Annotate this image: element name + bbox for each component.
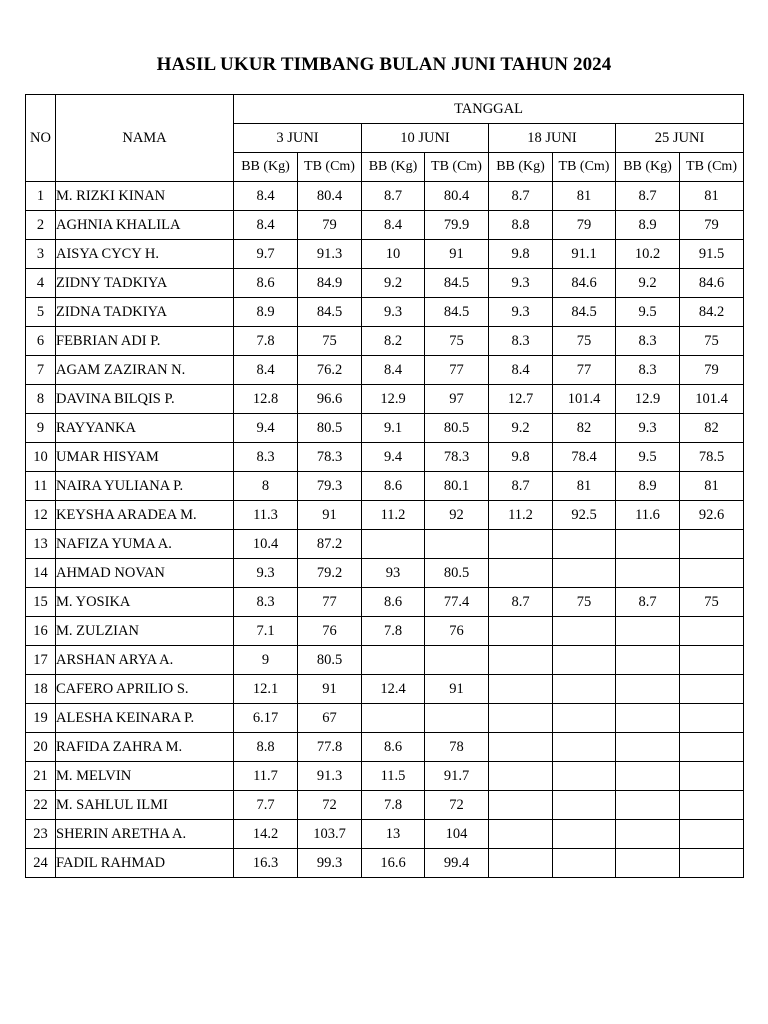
cell-tb: 77: [425, 356, 489, 385]
cell-tb: 84.9: [298, 269, 362, 298]
header-bb: BB (Kg): [616, 153, 680, 182]
row-name: ALESHA KEINARA P.: [56, 704, 234, 733]
cell-bb: 8.3: [234, 588, 298, 617]
row-name: FADIL RAHMAD: [56, 849, 234, 878]
cell-tb: 91: [298, 501, 362, 530]
table-header: [26, 95, 744, 182]
cell-bb: 12.9: [616, 385, 680, 414]
cell-tb: 104: [425, 820, 489, 849]
cell-tb: 78.3: [298, 443, 362, 472]
cell-tb: [680, 530, 744, 559]
cell-bb: [489, 675, 553, 704]
header-tb: TB (Cm): [425, 153, 489, 182]
cell-tb: 80.4: [425, 182, 489, 211]
row-number: 8: [26, 385, 56, 414]
measurement-table: [25, 94, 744, 878]
cell-tb: 75: [553, 327, 616, 356]
header-date: 18 JUNI: [489, 124, 616, 153]
cell-bb: [489, 791, 553, 820]
cell-tb: [680, 820, 744, 849]
row-name: M. MELVIN: [56, 762, 234, 791]
cell-tb: 80.5: [425, 414, 489, 443]
row-name: M. RIZKI KINAN: [56, 182, 234, 211]
cell-tb: 75: [425, 327, 489, 356]
cell-bb: 9.4: [234, 414, 298, 443]
cell-tb: 91.3: [298, 762, 362, 791]
cell-bb: 12.8: [234, 385, 298, 414]
table-row: [26, 327, 744, 356]
cell-tb: [680, 617, 744, 646]
cell-bb: 9.3: [362, 298, 425, 327]
cell-bb: 8.7: [362, 182, 425, 211]
cell-tb: 78.4: [553, 443, 616, 472]
header-tb: TB (Cm): [680, 153, 744, 182]
cell-bb: [616, 675, 680, 704]
cell-bb: 11.2: [362, 501, 425, 530]
cell-tb: 91: [425, 675, 489, 704]
row-number: 5: [26, 298, 56, 327]
cell-tb: 80.5: [425, 559, 489, 588]
cell-tb: 80.1: [425, 472, 489, 501]
cell-bb: 8.6: [362, 472, 425, 501]
header-no: NO: [26, 95, 56, 182]
row-name: M. ZULZIAN: [56, 617, 234, 646]
cell-bb: 8.4: [489, 356, 553, 385]
header-nama: NAMA: [56, 95, 234, 182]
header-tb: TB (Cm): [298, 153, 362, 182]
cell-tb: 91.1: [553, 240, 616, 269]
table-row: [26, 472, 744, 501]
table-row: [26, 820, 744, 849]
row-number: 6: [26, 327, 56, 356]
row-number: 20: [26, 733, 56, 762]
cell-tb: 81: [553, 472, 616, 501]
cell-bb: 9.2: [489, 414, 553, 443]
cell-tb: 75: [680, 327, 744, 356]
cell-bb: 9.2: [616, 269, 680, 298]
cell-tb: 84.5: [553, 298, 616, 327]
cell-bb: [616, 530, 680, 559]
row-name: SHERIN ARETHA A.: [56, 820, 234, 849]
cell-bb: 8.4: [234, 356, 298, 385]
cell-tb: 76.2: [298, 356, 362, 385]
cell-tb: 79.9: [425, 211, 489, 240]
cell-bb: [616, 849, 680, 878]
cell-bb: [489, 646, 553, 675]
row-number: 4: [26, 269, 56, 298]
cell-tb: 84.5: [298, 298, 362, 327]
table-row: [26, 356, 744, 385]
cell-bb: [489, 820, 553, 849]
cell-tb: 80.5: [298, 414, 362, 443]
cell-tb: 79: [680, 211, 744, 240]
header-bb: BB (Kg): [489, 153, 553, 182]
row-number: 12: [26, 501, 56, 530]
cell-bb: 7.7: [234, 791, 298, 820]
cell-tb: 101.4: [680, 385, 744, 414]
cell-bb: 10: [362, 240, 425, 269]
row-name: AGHNIA KHALILA: [56, 211, 234, 240]
cell-bb: [616, 733, 680, 762]
row-name: NAIRA YULIANA P.: [56, 472, 234, 501]
cell-bb: 9.8: [489, 443, 553, 472]
row-name: ZIDNA TADKIYA: [56, 298, 234, 327]
row-number: 9: [26, 414, 56, 443]
cell-tb: [680, 646, 744, 675]
row-name: RAYYANKA: [56, 414, 234, 443]
row-name: FEBRIAN ADI P.: [56, 327, 234, 356]
cell-bb: 11.3: [234, 501, 298, 530]
table-row: [26, 298, 744, 327]
cell-bb: 9.3: [234, 559, 298, 588]
cell-tb: [553, 559, 616, 588]
cell-bb: [616, 704, 680, 733]
row-name: M. SAHLUL ILMI: [56, 791, 234, 820]
page-title: HASIL UKUR TIMBANG BULAN JUNI TAHUN 2024: [156, 54, 612, 75]
cell-tb: 81: [553, 182, 616, 211]
cell-bb: [362, 704, 425, 733]
cell-bb: 12.1: [234, 675, 298, 704]
cell-tb: 81: [680, 182, 744, 211]
cell-bb: 8.7: [489, 182, 553, 211]
table-row: [26, 211, 744, 240]
header-tanggal: TANGGAL: [234, 95, 744, 124]
header-date: 3 JUNI: [234, 124, 362, 153]
cell-bb: 93: [362, 559, 425, 588]
table-row: [26, 762, 744, 791]
cell-tb: 75: [298, 327, 362, 356]
cell-tb: 78.5: [680, 443, 744, 472]
cell-tb: [680, 791, 744, 820]
cell-tb: [553, 733, 616, 762]
cell-tb: [553, 762, 616, 791]
table-row: [26, 704, 744, 733]
cell-tb: 92.6: [680, 501, 744, 530]
cell-tb: 79.2: [298, 559, 362, 588]
row-name: UMAR HISYAM: [56, 443, 234, 472]
cell-tb: 84.6: [680, 269, 744, 298]
cell-bb: 7.8: [362, 617, 425, 646]
table-row: [26, 559, 744, 588]
cell-tb: 72: [298, 791, 362, 820]
cell-bb: 8.7: [616, 182, 680, 211]
table-row: [26, 385, 744, 414]
cell-tb: [680, 733, 744, 762]
row-name: AGAM ZAZIRAN N.: [56, 356, 234, 385]
cell-tb: [553, 791, 616, 820]
row-number: 13: [26, 530, 56, 559]
cell-bb: 10.2: [616, 240, 680, 269]
cell-bb: 8: [234, 472, 298, 501]
row-number: 21: [26, 762, 56, 791]
row-name: ZIDNY TADKIYA: [56, 269, 234, 298]
cell-bb: 7.1: [234, 617, 298, 646]
cell-tb: 79: [553, 211, 616, 240]
cell-bb: 8.4: [234, 182, 298, 211]
cell-bb: 8.9: [616, 472, 680, 501]
cell-bb: 8.3: [616, 356, 680, 385]
cell-bb: 9.1: [362, 414, 425, 443]
cell-tb: 92.5: [553, 501, 616, 530]
cell-tb: 78: [425, 733, 489, 762]
cell-tb: 81: [680, 472, 744, 501]
cell-tb: 77: [298, 588, 362, 617]
cell-bb: 16.3: [234, 849, 298, 878]
cell-bb: 9.8: [489, 240, 553, 269]
cell-bb: 6.17: [234, 704, 298, 733]
cell-tb: 72: [425, 791, 489, 820]
table-row: [26, 443, 744, 472]
cell-tb: 91.3: [298, 240, 362, 269]
table-row: [26, 588, 744, 617]
row-number: 1: [26, 182, 56, 211]
table-row: [26, 501, 744, 530]
cell-tb: 77: [553, 356, 616, 385]
row-number: 10: [26, 443, 56, 472]
row-number: 14: [26, 559, 56, 588]
cell-bb: 8.3: [489, 327, 553, 356]
row-name: CAFERO APRILIO S.: [56, 675, 234, 704]
cell-bb: 11.5: [362, 762, 425, 791]
cell-tb: [553, 530, 616, 559]
table-row: [26, 182, 744, 211]
cell-tb: 82: [680, 414, 744, 443]
row-number: 22: [26, 791, 56, 820]
table-row: [26, 414, 744, 443]
cell-tb: 103.7: [298, 820, 362, 849]
cell-tb: [553, 646, 616, 675]
header-tb: TB (Cm): [553, 153, 616, 182]
cell-bb: 9.3: [489, 298, 553, 327]
cell-tb: 92: [425, 501, 489, 530]
row-number: 7: [26, 356, 56, 385]
cell-tb: 99.4: [425, 849, 489, 878]
table-body: [26, 182, 744, 878]
row-name: ARSHAN ARYA A.: [56, 646, 234, 675]
cell-bb: [616, 559, 680, 588]
cell-bb: 9.5: [616, 443, 680, 472]
cell-bb: [489, 559, 553, 588]
table-row: [26, 675, 744, 704]
cell-tb: 99.3: [298, 849, 362, 878]
cell-tb: 91: [425, 240, 489, 269]
cell-bb: 8.8: [234, 733, 298, 762]
cell-bb: 8.8: [489, 211, 553, 240]
cell-tb: [553, 820, 616, 849]
cell-bb: 8.3: [616, 327, 680, 356]
cell-bb: 11.2: [489, 501, 553, 530]
cell-bb: 9.3: [489, 269, 553, 298]
row-name: NAFIZA YUMA A.: [56, 530, 234, 559]
cell-bb: 10.4: [234, 530, 298, 559]
cell-bb: 8.9: [616, 211, 680, 240]
cell-tb: 91: [298, 675, 362, 704]
cell-bb: [489, 733, 553, 762]
cell-bb: [616, 762, 680, 791]
cell-bb: 8.3: [234, 443, 298, 472]
cell-tb: 80.4: [298, 182, 362, 211]
cell-bb: 14.2: [234, 820, 298, 849]
cell-bb: 9.5: [616, 298, 680, 327]
row-number: 15: [26, 588, 56, 617]
table-row: [26, 269, 744, 298]
row-name: DAVINA BILQIS P.: [56, 385, 234, 414]
cell-bb: [489, 617, 553, 646]
cell-tb: 75: [680, 588, 744, 617]
row-number: 11: [26, 472, 56, 501]
cell-tb: [425, 704, 489, 733]
cell-bb: 8.9: [234, 298, 298, 327]
cell-bb: 7.8: [362, 791, 425, 820]
row-number: 16: [26, 617, 56, 646]
row-number: 19: [26, 704, 56, 733]
cell-bb: 8.4: [234, 211, 298, 240]
row-name: AISYA CYCY H.: [56, 240, 234, 269]
header-date: 25 JUNI: [616, 124, 744, 153]
cell-tb: 87.2: [298, 530, 362, 559]
row-number: 17: [26, 646, 56, 675]
row-number: 2: [26, 211, 56, 240]
cell-tb: 84.5: [425, 269, 489, 298]
cell-tb: [680, 849, 744, 878]
cell-bb: 8.6: [362, 733, 425, 762]
cell-bb: [616, 820, 680, 849]
cell-bb: 16.6: [362, 849, 425, 878]
cell-bb: 8.6: [234, 269, 298, 298]
row-number: 24: [26, 849, 56, 878]
cell-tb: 79: [298, 211, 362, 240]
cell-bb: 13: [362, 820, 425, 849]
header-bb: BB (Kg): [234, 153, 298, 182]
cell-bb: [362, 646, 425, 675]
cell-tb: 76: [298, 617, 362, 646]
cell-tb: 84.2: [680, 298, 744, 327]
cell-bb: 8.2: [362, 327, 425, 356]
cell-bb: 11.6: [616, 501, 680, 530]
row-number: 3: [26, 240, 56, 269]
table-row: [26, 530, 744, 559]
cell-bb: [489, 530, 553, 559]
header-bb: BB (Kg): [362, 153, 425, 182]
header-date: 10 JUNI: [362, 124, 489, 153]
cell-tb: [553, 675, 616, 704]
cell-tb: 79: [680, 356, 744, 385]
cell-bb: 9: [234, 646, 298, 675]
cell-bb: 8.4: [362, 356, 425, 385]
cell-tb: [425, 530, 489, 559]
cell-bb: [362, 530, 425, 559]
table-row: [26, 617, 744, 646]
cell-tb: [680, 559, 744, 588]
cell-bb: [489, 762, 553, 791]
table-row: [26, 646, 744, 675]
row-name: M. YOSIKA: [56, 588, 234, 617]
cell-bb: [616, 646, 680, 675]
row-name: AHMAD NOVAN: [56, 559, 234, 588]
cell-bb: 9.3: [616, 414, 680, 443]
cell-tb: 77.4: [425, 588, 489, 617]
cell-tb: 101.4: [553, 385, 616, 414]
table-row: [26, 849, 744, 878]
cell-tb: 79.3: [298, 472, 362, 501]
cell-bb: 8.6: [362, 588, 425, 617]
cell-bb: 7.8: [234, 327, 298, 356]
cell-bb: 8.7: [489, 588, 553, 617]
cell-tb: [553, 849, 616, 878]
cell-bb: [616, 791, 680, 820]
row-name: KEYSHA ARADEA M.: [56, 501, 234, 530]
cell-tb: 84.5: [425, 298, 489, 327]
cell-bb: [616, 617, 680, 646]
cell-tb: 82: [553, 414, 616, 443]
table-row: [26, 240, 744, 269]
cell-tb: [680, 704, 744, 733]
cell-tb: 91.7: [425, 762, 489, 791]
cell-bb: 12.7: [489, 385, 553, 414]
cell-bb: 12.9: [362, 385, 425, 414]
cell-bb: 8.4: [362, 211, 425, 240]
cell-tb: 75: [553, 588, 616, 617]
table-row: [26, 733, 744, 762]
row-number: 23: [26, 820, 56, 849]
cell-tb: 80.5: [298, 646, 362, 675]
cell-tb: 91.5: [680, 240, 744, 269]
cell-bb: [489, 704, 553, 733]
cell-tb: 77.8: [298, 733, 362, 762]
cell-bb: 9.2: [362, 269, 425, 298]
cell-tb: 97: [425, 385, 489, 414]
cell-tb: 76: [425, 617, 489, 646]
cell-tb: [680, 675, 744, 704]
cell-tb: 84.6: [553, 269, 616, 298]
cell-tb: [553, 704, 616, 733]
cell-bb: 9.4: [362, 443, 425, 472]
cell-bb: [489, 849, 553, 878]
row-number: 18: [26, 675, 56, 704]
cell-bb: 9.7: [234, 240, 298, 269]
cell-bb: 11.7: [234, 762, 298, 791]
cell-tb: [425, 646, 489, 675]
table-row: [26, 791, 744, 820]
cell-bb: 12.4: [362, 675, 425, 704]
cell-bb: 8.7: [616, 588, 680, 617]
cell-tb: [553, 617, 616, 646]
cell-tb: 67: [298, 704, 362, 733]
cell-bb: 8.7: [489, 472, 553, 501]
cell-tb: 96.6: [298, 385, 362, 414]
row-name: RAFIDA ZAHRA M.: [56, 733, 234, 762]
cell-tb: [680, 762, 744, 791]
cell-tb: 78.3: [425, 443, 489, 472]
